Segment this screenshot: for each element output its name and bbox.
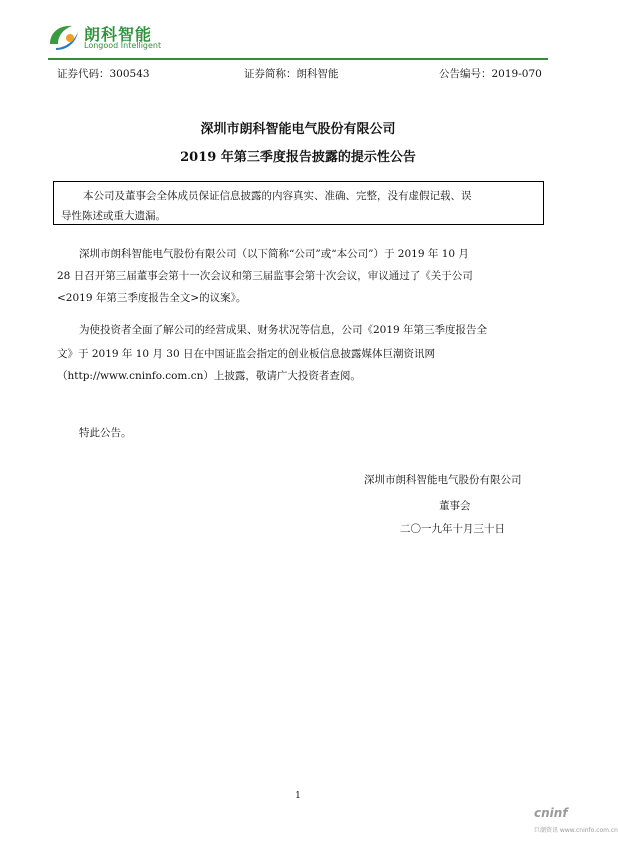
header-rule	[48, 58, 548, 60]
paragraph-1-line-1: 深圳市朗科智能电气股份有限公司（以下简称“公司”或“本公司”）于 2019 年 10 月	[79, 248, 469, 260]
signature-board: 董事会	[439, 500, 471, 512]
notice-number: 公告编号：2019-070	[439, 68, 542, 80]
logo-text-cn: 朗科智能	[84, 25, 153, 44]
cninfo-logo-text: cninf	[534, 806, 568, 820]
document-title: 2019 年第三季度报告披露的提示性公告	[180, 150, 416, 165]
paragraph-2-line-3: （http://www.cninfo.com.cn）上披露，敬请广大投资者查阅。	[57, 370, 361, 382]
cninfo-url: 巨潮资讯 www.cninfo.com.cn	[534, 827, 618, 834]
signature-date: 二〇一九年十月三十日	[400, 523, 505, 535]
company-logo	[46, 20, 176, 56]
paragraph-2-line-2: 文》于 2019 年 10 月 30 日在中国证监会指定的创业板信息披露媒体巨潮资讯网	[57, 348, 435, 360]
disclaimer-line-2: 导性陈述或重大遗漏。	[61, 210, 166, 222]
closing-remark: 特此公告。	[79, 427, 132, 439]
stock-code: 证券代码：300543	[57, 68, 150, 80]
page-number: 1	[295, 791, 301, 801]
disclaimer-box	[53, 181, 544, 225]
signature-company: 深圳市朗科智能电气股份有限公司	[364, 474, 522, 486]
document-title-company: 深圳市朗科智能电气股份有限公司	[200, 122, 396, 137]
logo-text-en: Longood Intelligent	[84, 41, 162, 50]
stock-abbreviation: 证券简称：朗科智能	[244, 68, 339, 80]
paragraph-1-line-3: <2019 年第三季度报告全文>的议案》。	[57, 292, 247, 304]
paragraph-2-line-1: 为使投资者全面了解公司的经营成果、财务状况等信息，公司《2019 年第三季度报告全	[79, 324, 488, 336]
disclaimer-line-1: 本公司及董事会全体成员保证信息披露的内容真实、准确、完整，没有虚假记载、误	[83, 190, 472, 202]
cninfo-watermark	[534, 806, 618, 836]
longood-logo-icon	[46, 22, 82, 52]
paragraph-1-line-2: 28 日召开第三届董事会第十一次会议和第三届监事会第十次会议，审议通过了《关于公司	[57, 270, 473, 282]
